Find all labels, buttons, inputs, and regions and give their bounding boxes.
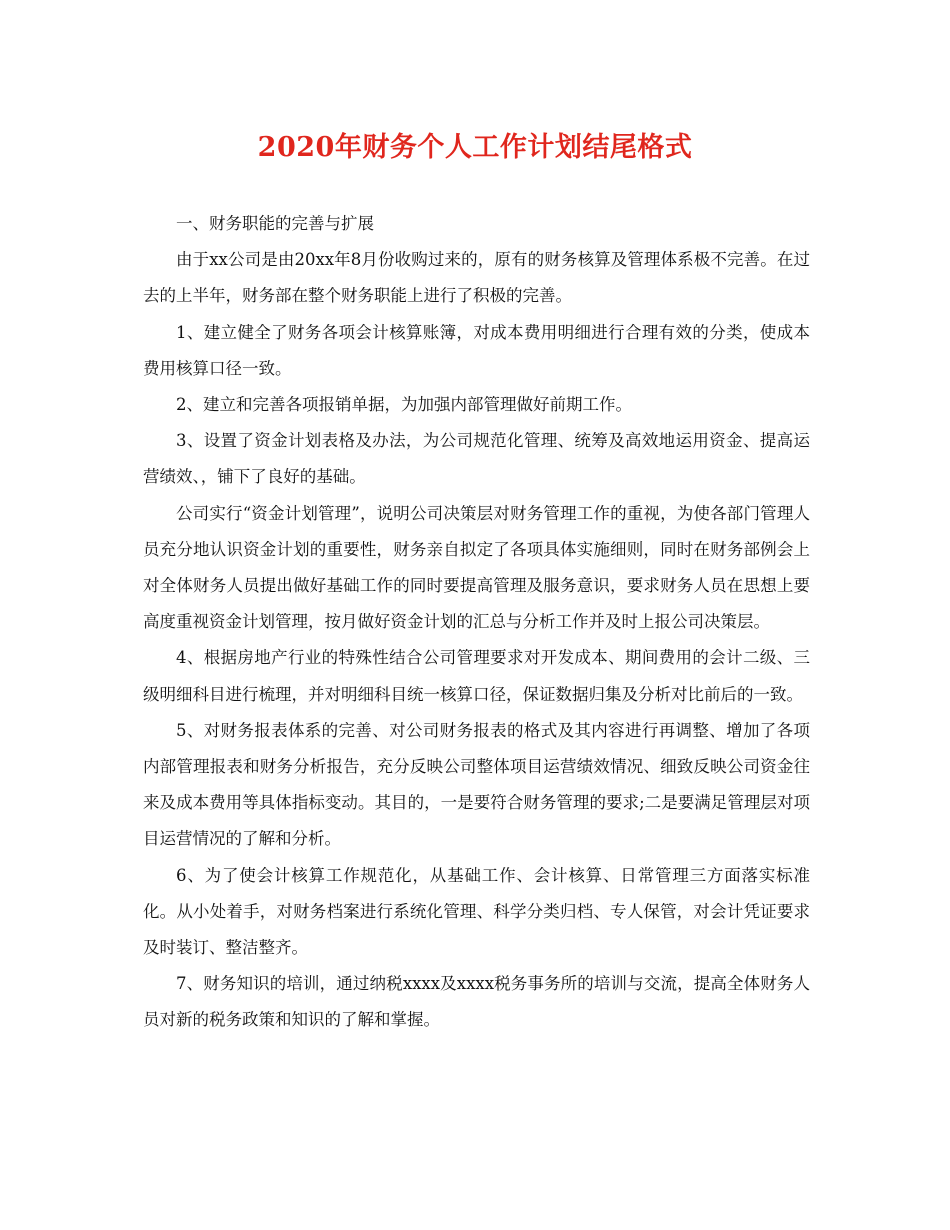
paragraph-item-2: 2、建立和完善各项报销单据，为加强内部管理做好前期工作。 bbox=[176, 395, 632, 415]
paragraph-item-4: 4、根据房地产行业的特殊性结合公司管理要求对开发成本、期间费用的会计二级、三级明细科目进行梳理，并对明细科目统一核算口径，保证数据归集及分析对比前后的一致。 bbox=[143, 648, 810, 704]
document-body bbox=[143, 206, 810, 1039]
paragraph-item-3: 3、设置了资金计划表格及办法，为公司规范化管理、统筹及高效地运用资金、提高运营绩效、，铺下了良好的基础。 bbox=[143, 431, 810, 487]
section-heading: 一、财务职能的完善与扩展 bbox=[176, 214, 374, 233]
paragraph-intro: 由于xx公司是由20xx年8月份收购过来的，原有的财务核算及管理体系极不完善。在过去的上半年，财务部在整个财务职能上进行了积极的完善。 bbox=[143, 250, 810, 306]
paragraph-fund-plan: 公司实行“资金计划管理”，说明公司决策层对财务管理工作的重视，为使各部门管理人员充分地认识资金计划的重要性，财务亲自拟定了各项具体实施细则，同时在财务部例会上对全体财务人员提出做好基础工作的同时要提高管理及服务意识，要求财务人员在思想上要高度重视资金计划管理，按月做好资金计划的汇总与分析工作并及时上报公司决策层。 bbox=[143, 503, 810, 632]
paragraph-item-5: 5、对财务报表体系的完善、对公司财务报表的格式及其内容进行再调整、增加了各项内部管理报表和财务分析报告，充分反映公司整体项目运营绩效情况、细致反映公司资金往来及成本费用等具体指标变动。其目的，一是要符合财务管理的要求;二是要满足管理层对项目运营情况的了解和分析。 bbox=[143, 720, 810, 849]
paragraph-item-1: 1、建立健全了财务各项会计核算账簿，对成本费用明细进行合理有效的分类，使成本费用核算口径一致。 bbox=[143, 322, 810, 378]
document-title: 2020年财务个人工作计划结尾格式 bbox=[257, 132, 693, 163]
paragraph-item-6: 6、为了使会计核算工作规范化，从基础工作、会计核算、日常管理三方面落实标准化。从小处着手，对财务档案进行系统化管理、科学分类归档、专人保管，对会计凭证要求及时装订、整洁整齐。 bbox=[143, 865, 810, 958]
paragraph-item-7: 7、财务知识的培训，通过纳税xxxx及xxxx税务事务所的培训与交流，提高全体财务人员对新的税务政策和知识的了解和掌握。 bbox=[143, 974, 810, 1030]
